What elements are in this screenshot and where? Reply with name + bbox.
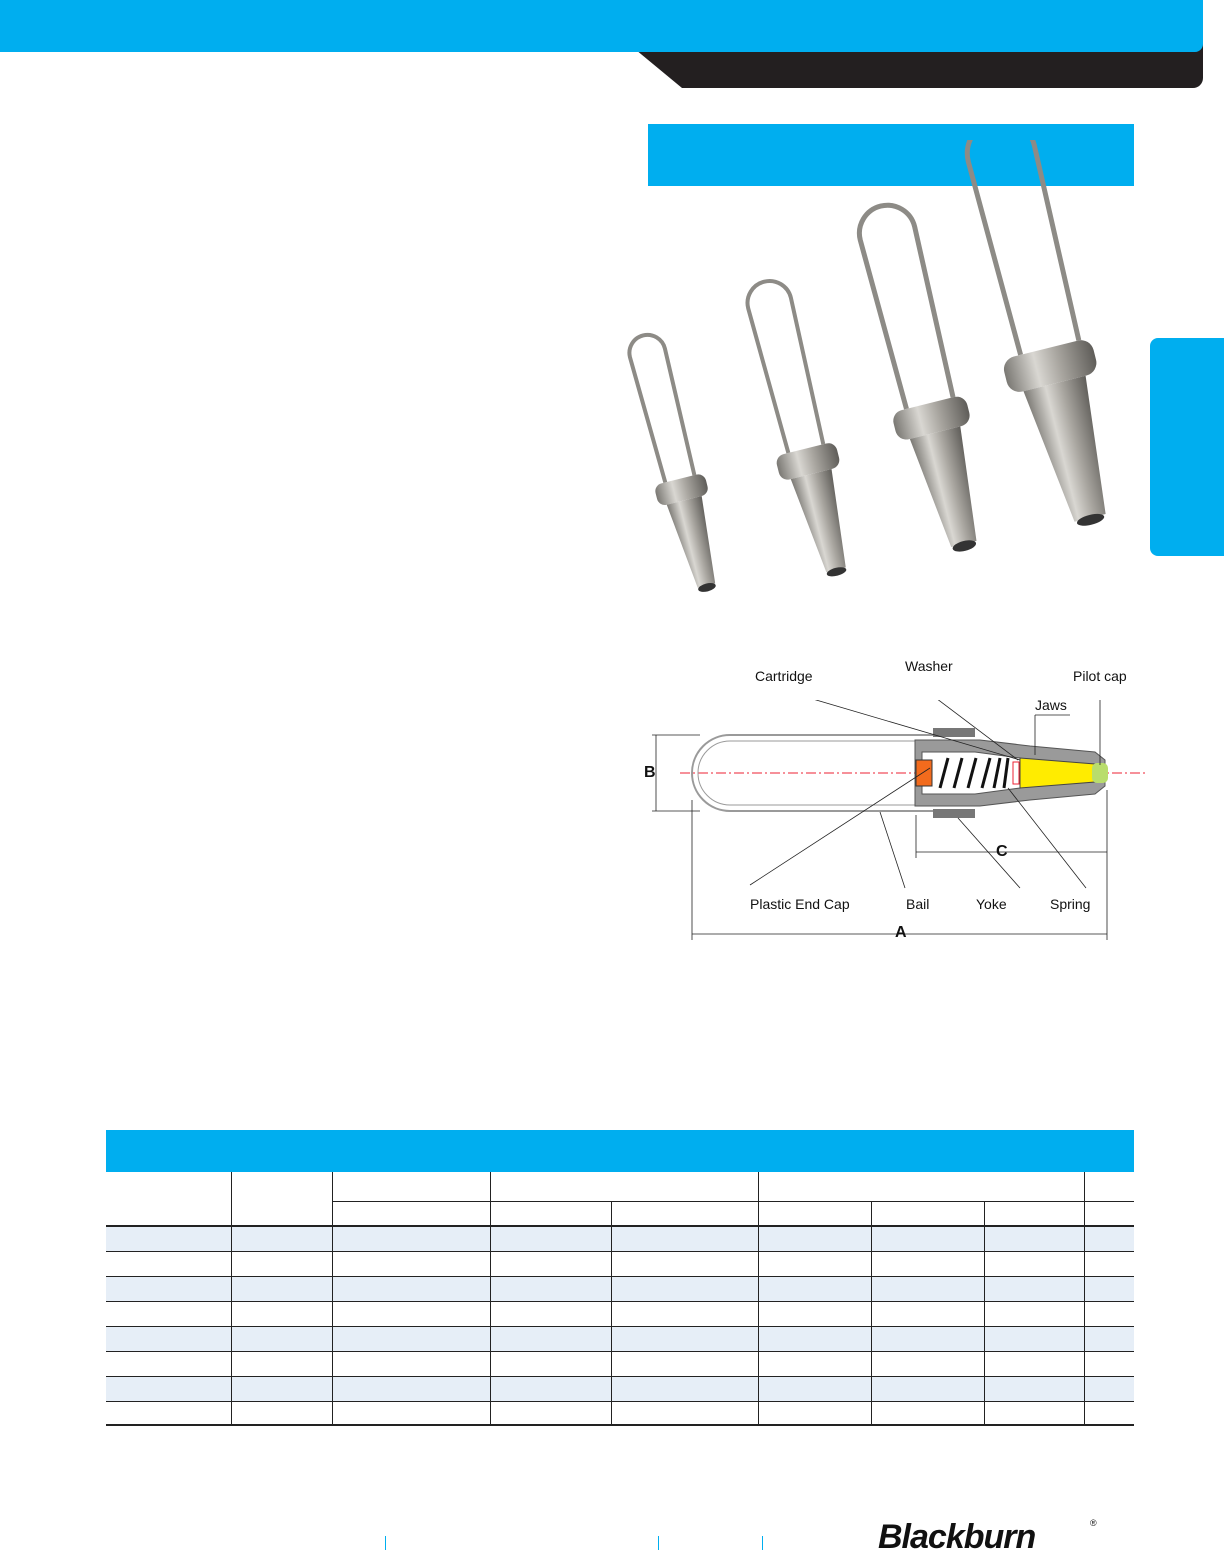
dimension-a: A — [895, 924, 907, 941]
dimension-b: B — [644, 764, 656, 781]
label-cartridge: Cartridge — [755, 668, 813, 684]
registered-mark: ® — [1090, 1518, 1097, 1528]
product-photo — [600, 140, 1160, 620]
spec-table — [106, 1172, 1134, 1426]
connector-xlarge — [945, 140, 1135, 536]
label-plastic-end-cap: Plastic End Cap — [750, 896, 850, 912]
footer-separator — [385, 1536, 386, 1550]
connector-large — [842, 197, 1002, 560]
footer-separator — [658, 1536, 659, 1550]
connector-small — [618, 329, 732, 598]
table-row — [106, 1302, 1134, 1327]
table-row — [106, 1252, 1134, 1277]
brand-logo: Blackburn — [878, 1518, 1036, 1556]
table-header-band — [106, 1130, 1134, 1172]
connector-diagram — [640, 700, 1160, 950]
table-row — [106, 1327, 1134, 1352]
label-washer: Washer — [905, 658, 953, 674]
connector-medium — [733, 274, 866, 583]
table-header-row — [106, 1172, 1134, 1202]
table-row — [106, 1352, 1134, 1377]
table-row — [106, 1226, 1134, 1252]
label-pilot-cap: Pilot cap — [1073, 668, 1127, 684]
label-jaws: Jaws — [1035, 697, 1067, 713]
section-side-tab — [1150, 338, 1224, 556]
footer-separator — [762, 1536, 763, 1550]
label-yoke: Yoke — [976, 896, 1007, 912]
table-row — [106, 1277, 1134, 1302]
table-bottom-rule — [106, 1424, 1134, 1426]
label-spring: Spring — [1050, 896, 1091, 912]
table-row — [106, 1377, 1134, 1402]
label-bail: Bail — [906, 896, 930, 912]
table-row — [106, 1402, 1134, 1427]
header-blue-band — [0, 0, 1203, 52]
dimension-c: C — [996, 843, 1008, 860]
